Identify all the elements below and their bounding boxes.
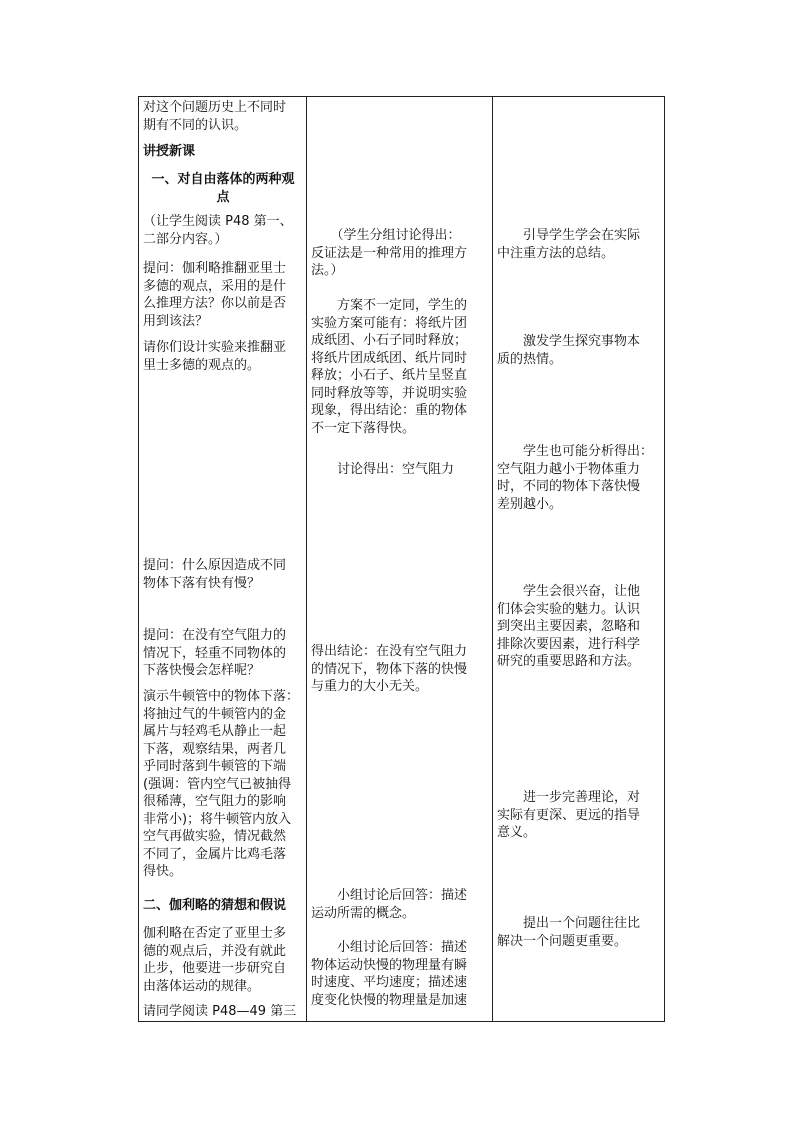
analysis-text: 学生也可能分析得出： 空气阻力越小于物体重力 时，不同的物体下落快慢 差别越小。 <box>497 444 654 512</box>
question-3: 提问：在没有空气阻力的 情况下，轻重不同物体的 下落快慢会怎样呢？ <box>143 628 287 678</box>
section2-title: 二、伽利略的猜想和假说 <box>143 898 287 913</box>
group-answer-1: 小组讨论后回答：描述 运动所需的概念。 <box>311 888 468 921</box>
reading-note: （让学生阅读 P48 第一、 二部分内容。） <box>143 214 293 247</box>
question-importance: 提出一个问题往往比 解决一个问题更重要。 <box>497 916 641 949</box>
new-lesson-heading: 讲授新课 <box>143 144 196 159</box>
inspire-text: 激发学生探究事物本 质的热情。 <box>497 334 641 367</box>
galileo-text: 伽利略在否定了亚里士多 德的观点后，并没有就此 止步，他要进一步研究自 由落体运动的规律。 <box>143 926 287 994</box>
group-answer-2: 小组讨论后回答：描述 物体运动快慢的物理量有瞬 时速度、平均速度；描述速 度变化快慢的物理量是加速 <box>311 940 468 1008</box>
section1-title: 一、对自由落体的两种观 点 <box>151 172 295 205</box>
air-resistance-conclusion: 讨论得出：空气阻力 <box>311 462 455 477</box>
column-divider-1 <box>306 97 307 1021</box>
theory-text: 进一步完善理论，对 实际有更深、更远的指导 意义。 <box>497 790 641 840</box>
column-divider-2 <box>492 97 493 1021</box>
lesson-plan-table <box>138 96 665 1022</box>
conclusion-text: 得出结论：在没有空气阻力 的情况下，物体下落的快慢 与重力的大小无关。 <box>311 644 468 694</box>
question-1: 提问：伽利略推翻亚里士 多德的观点，采用的是什 么推理方法？你以前是否 用到该法？ <box>143 261 287 329</box>
guide-method: 引导学生学会在实际 中注重方法的总结。 <box>497 228 641 261</box>
experiment-plans: 方案不一定同，学生的 实验方案可能有：将纸片团 成纸团、小石子同时释放； 将纸片团成纸团、纸片同时 释放；小石子、纸片呈竖直 同时释放等等，并说明实验 现象，得出结论：重的物体 不一定下落得快。 <box>311 298 468 436</box>
newton-tube-demo: 演示牛顿管中的物体下落： 将抽过气的牛顿管内的金 属片与轻鸡毛从静止一起 下落，观察结果，两者几 乎同时落到牛顿管的下端 (强调：管内空气已被抽得 很稀薄，空气阻力的影响 非常小)；将牛顿管内放入 空气再做实验，情况截然 不同了，金属片比鸡毛落 得快。 <box>143 689 300 879</box>
question-2: 提问：什么原因造成不同 物体下落有快有慢？ <box>143 558 287 591</box>
interest-text: 学生会很兴奋，让他 们体会实验的魅力。认识 到突出主要因素，忽略和 排除次要因素，进行科学 研究的重要思路和方法。 <box>497 584 641 669</box>
reading-note-2: 请同学阅读 P48—49 第三 <box>143 1004 297 1019</box>
intro-text: 对这个问题历史上不同时 期有不同的认识。 <box>143 100 287 133</box>
experiment-design-prompt: 请你们设计实验来推翻亚 里士多德的观点的。 <box>143 340 287 373</box>
group-discussion: （学生分组讨论得出： 反证法是一种常用的推理方 法。） <box>311 228 468 278</box>
